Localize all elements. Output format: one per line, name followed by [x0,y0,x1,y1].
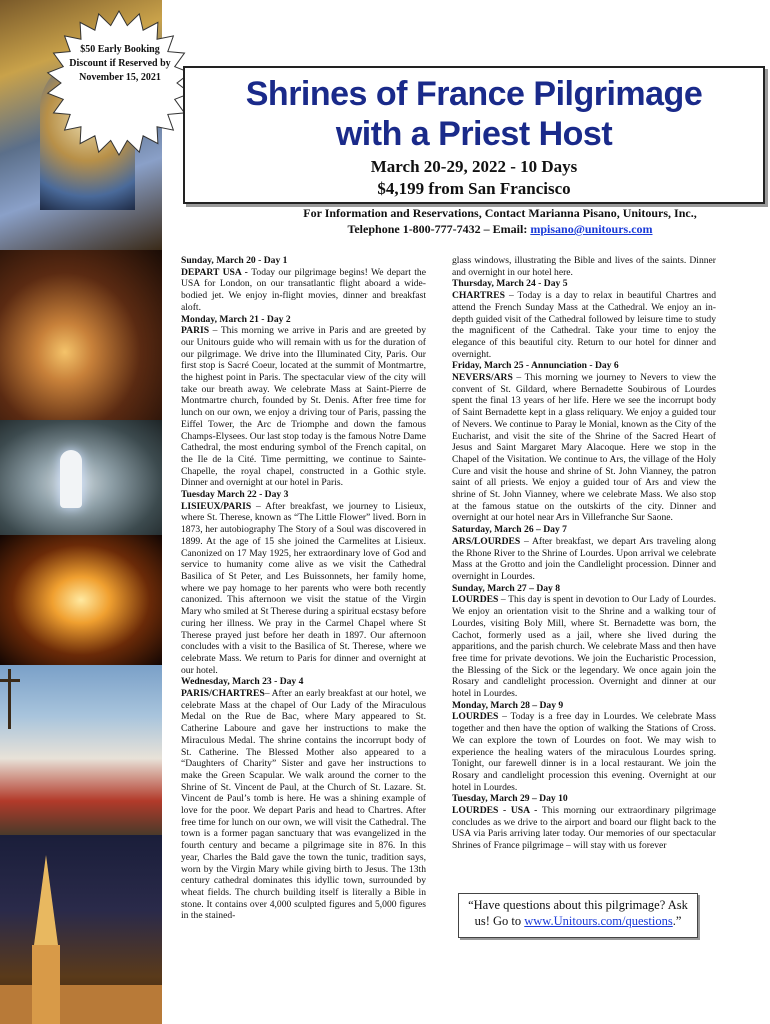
itinerary-day [452,700,716,794]
day-description: – This morning we arrive in Paris and are greeted by our Unitours guide who will remain with us for the duration of our pilgrimage. We drive into the Illuminated City, Paris. Our first stop is Sacré Coeur, located at the summit of Montmartre, the highest point in Paris. The spectacular view of the city will take our breath away. We celebrate Mass at Saint-Pierre de Montmartre church, founded by St. Denis. After free time for lunch on our own, we enjoy a driving tour of Paris, passing the Eiffel Tower, the Arc de Triomphe and down the famous Champs-Elysees. Our last stop today is the famous Notre Dame Cathedral, the most enduring symbol of the French capital, on the Ile de la Cité. Time permitting, we continue to Sainte-Chapelle, the royal chapel, constructed in a Gothic style. Dinner and overnight at our hotel in Paris. [181,325,426,489]
day-location: LISIEUX/PARIS [181,500,252,512]
contact-line-1: For Information and Reservations, Contact Marianna Pisano, Unitours, Inc., [303,206,697,220]
itinerary-day [452,793,716,852]
day-location: NEVERS/ARS [452,372,513,384]
day-heading: Sunday, March 27 – Day 8 [452,582,561,594]
itinerary-day [452,583,716,700]
title-line-1: Shrines of France Pilgrimage [245,75,703,113]
badge-text: $50 Early Booking Discount if Reserved by November 15, 2021 [69,44,171,83]
trip-dates: March 20-29, 2022 - 10 Days [370,157,578,176]
itinerary-day [452,278,716,360]
day-heading: Wednesday, March 23 - Day 4 [181,676,304,688]
questions-link[interactable]: www.Unitours.com/questions [524,914,673,928]
day-description: – Today is a free day in Lourdes. We celebrate Mass together and then have the option of walking the Stations of Cross. We can explore the town of Lourdes on foot. We may wish to experience the healing waters of the miraculous Lourdes spring. Tonight, our farewell dinner is in a local restaurant. We join the Rosary and candlelight procession this evening. Overnight at our hotel in Lourdes. [452,711,716,793]
itinerary-day [452,360,716,524]
day-heading: Sunday, March 20 - Day 1 [181,255,288,266]
day-location: DEPART USA - [181,266,252,278]
day-description: glass windows, illustrating the Bible and lives of the saints. Dinner and overnight in our hotel here. [452,255,716,278]
early-booking-badge [44,8,194,158]
questions-end: .” [672,914,682,928]
day-location: PARIS [181,325,210,337]
contact-info [230,205,770,237]
itinerary-day [181,314,426,490]
grotto-statue-photo [0,420,162,535]
itinerary-day [181,676,426,922]
day-description: – This day is spent in devotion to Our Lady of Lourdes. We enjoy an orientation visit to the Shrine and a walking tour of Lourdes, visiting Boly Mill, where St. Bernadette was born, the Cachot, formerly used as a jail, where she lived during the apparitions, and the parish church. We celebrate Mass and then have free time for private devotions. We join the Eucharistic Procession, the Blessing of the Sick or the legendary. We once again join the Rosary and candlelight procession. Overnight and dinner at our hotel in Lourdes. [452,594,716,700]
day-description: Today our pilgrimage begins! We depart the USA for London, on our transatlantic flight aboard a wide-bodied jet. We enjoy in-flight movies, dinner and breakfast aloft. [181,266,426,313]
day-location: ARS/LOURDES [452,535,521,547]
candle-procession-photo [0,535,162,665]
day-heading: Tuesday, March 29 – Day 10 [452,793,568,805]
spire-shape [34,855,58,945]
itinerary-day [452,524,716,583]
cross-shape [8,669,11,729]
day-heading: Monday, March 21 - Day 2 [181,313,291,325]
candlelight-crowd-photo [0,250,162,420]
itinerary-day [181,489,426,676]
questions-box [458,893,698,938]
contact-email-link[interactable]: mpisano@unitours.com [530,222,653,236]
day-location: LOURDES - USA - [452,805,542,817]
day-description: – Today is a day to relax in beautiful Chartres and attend the French Sunday Mass at the Cathedral. We enjoy an in-depth guided visit of the Cathedral followed by leisure time to study the magnificent of the Cathedral. Take your time to enjoy the elegance of this beautiful city. Return to our hotel for dinner and overnight. [452,290,716,360]
trip-price: $4,199 from San Francisco [377,179,571,198]
itinerary-day [452,255,716,278]
day-heading: Friday, March 25 - Annunciation - Day 6 [452,360,619,372]
day-location: LOURDES [452,594,499,606]
crossbar-shape [0,679,20,682]
day-heading: Monday, March 28 – Day 9 [452,699,564,711]
day-location: PARIS/CHARTRES [181,688,265,700]
tower-shape [32,945,60,1024]
cathedral-night-photo [0,835,162,1024]
itinerary-day [181,255,426,314]
day-description: – After breakfast, we depart Ars traveling along the Rhone River to the Shrine of Lourdes. Upon arrival we celebrate Mass at the Grotto and join the Candlelight procession. Dinner and overnight in Lourdes. [452,535,716,582]
itinerary-right-column [452,255,716,852]
nave-shape [0,985,162,1024]
statue-shape [60,450,82,508]
day-location: CHARTRES [452,290,505,302]
contact-line-2 [230,221,770,237]
page-title [185,74,763,154]
day-description: This morning our extraordinary pilgrimage concludes as we drive to the airport and board our flight back to the USA via Paris arriving later today. Our memories of our spectacular Shrines of France pilgrimage – will stay with us forever [452,805,716,852]
day-description: – After an early breakfast at our hotel, we celebrate Mass at the chapel of Our Lady of the Miraculous Medal on the Rue de Bac, where Mary appeared to St. Catherine Laboure and gave her instructions to make the Miraculous Medal. The shrine contains the incorrupt body of St. Catherine. The Blessed Mother also appeared to a “Daughters of Charity” Sister and gave her instructions to make the Green Scapular. We walk around the corner to the Shrine of St. Vincent de Paul, at the Church of St. Lazare. St. Vincent de Paul’s tomb is here. He was a shining example of love for the poor. We depart Paris and head to Chartres. After free time for lunch on our own, we will visit the Cathedral. The town is a former pagan sanctuary that was evangelized in the fourth century and became a pilgrimage site in 876. In this year, Charles the Bald gave the town the tunic, tradition says, worn by the Virgin Mary while giving birth to Jesus. The 13th century cathedral dominates this idyllic town, surrounded by wheat fields. The church building itself is literally a Bible in stone. It contains over 4,000 sculpted figures and 5,000 figures in the stained- [181,688,426,922]
title-box [183,66,765,204]
day-heading: Thursday, March 24 - Day 5 [452,278,568,290]
questions-text: “Have questions about this pilgrimage? Ask us! Go to [468,898,688,928]
day-heading: Tuesday March 22 - Day 3 [181,489,289,501]
day-location: LOURDES [452,711,499,723]
day-description: – After breakfast, we journey to Lisieux, where St. Therese, known as “The Little Flower” lived. Born in 1873, her autobiography The Story of a Soul was discovered in 1899. At the age of 15 she joined the Carmelites at Lisieux. Canonized on 17 May 1925, her extraordinary love of God and service to humanity come alive as we visit the Cathedral Basilica of St Peter, and Les Buissonnets, her family home, where we pay homage to her parents who were both recently canonized. This afternoon we visit the statue of the Virgin Mary who smiled at St Therese during a spiritual ecstasy before curing her illness. We pray in the Carmel Chapel where St Therese prayed just before her death in 1897. Our afternoon concludes with a visit to the Basilica of St. Therese, where we celebrate Mass. We return to Paris for dinner and overnight at our hotel. [181,500,426,676]
itinerary-left-column [181,255,426,922]
day-heading: Saturday, March 26 – Day 7 [452,524,567,536]
day-description: – This morning we journey to Nevers to view the convent of St. Gildard, where Bernadette Soubirous of Lourdes spent the final 13 years of her life. Here we see the incorrupt body of Saint Bernadette kept in a glass reliquary. We enjoy a guided tour of Nevers. We continue to Paray le Monial, known as the City of the Eucharist, and visit the site of the Shrine of the Sacred Heart of Jesus and Saint Margaret Mary Alacoque. Here we stop in the Chapel of the Visitation. We continue to Ars, the village of the Holy Cure and visit the house and shrine of St. John Vianney, the patron saint of all priests. We enjoy a guided tour of Ars and view the shrine of St. John Vianney, where we celebrate Mass. We also stop at the famous statue on the outskirts of the city. Dinner and overnight at our hotel near Ars in Villefranche Sur Saone. [452,372,716,524]
priest-procession-photo [0,665,162,835]
title-line-2: with a Priest Host [335,115,613,153]
contact-phone: Telephone 1-800-777-7432 – Email: [347,222,528,236]
